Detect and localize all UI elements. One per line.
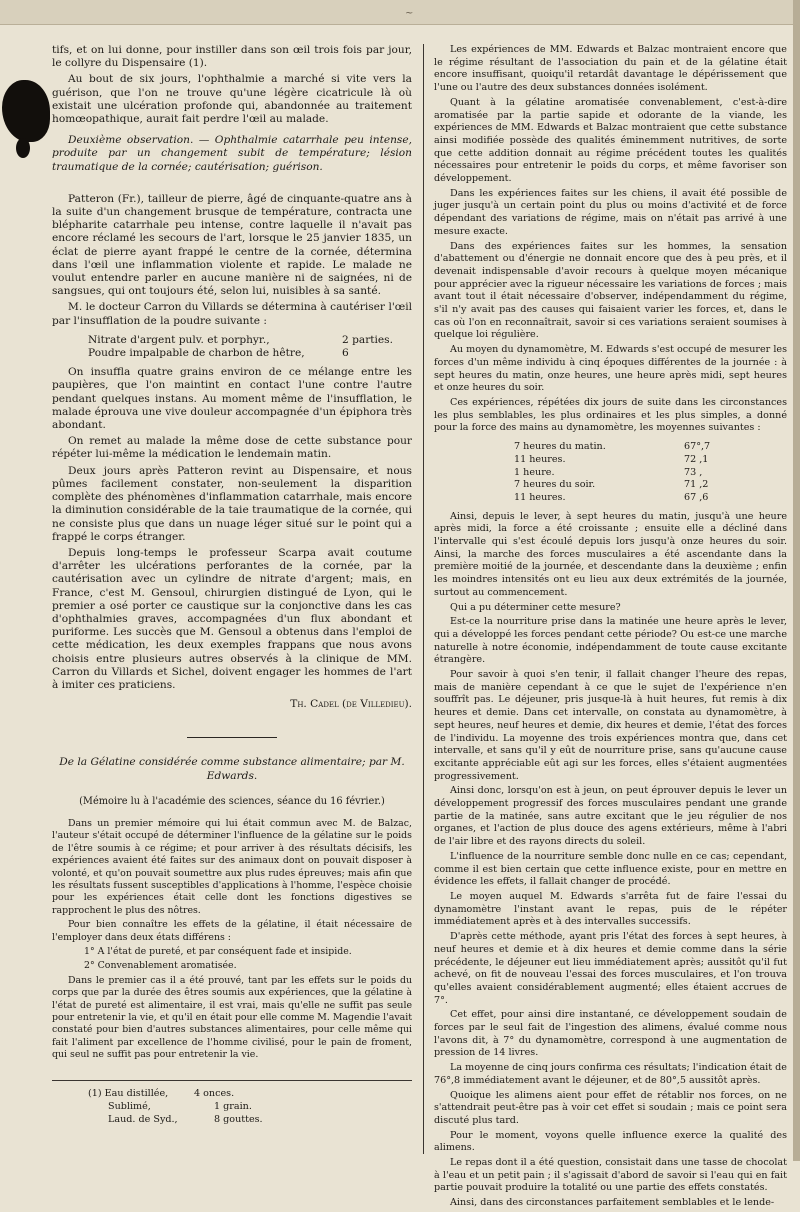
footnote-row (52, 1100, 412, 1113)
paragraph: Quant à la gélatine aromatisée convenablement, c'est-à-dire aromatisée par la partie sapide et odorante de la viande, les expériences de MM. Edwards et Balzac montraient que cette substance ainsi modifiée possède des qualités éminemment nutritives, de sorte que cette addition donnait au régime précédent toutes les qualités nécessaires pour entretenir le poids du corps, et même favoriser son développement. (434, 96, 787, 185)
reading-time: 11 heures. (514, 453, 566, 465)
paragraph: Ainsi donc, lorsqu'on est à jeun, on peut éprouver depuis le lever un développement progressif des forces musculaires pendant une grande partie de la matinée, sans autre excitant que le jeu régulier de nos organes, et l'action de plus douce des agens extérieurs, même à l'abri de l'air libre et des rayons directs du soleil. (434, 785, 787, 848)
page-right-edge (793, 0, 800, 1161)
formula-row (88, 347, 412, 360)
reading-row (514, 492, 787, 505)
paragraph: Deux jours après Patteron revint au Dispensaire, et nous pûmes facilement constater, non-seulement la disparition complète des phénomènes d'inflammation catarrhale, mais encore la diminution considérable de la taie traumatique de la cornée, qui ne consiste plus que dans un nuage léger situé sur le point qui a frappé le corps étranger. (52, 464, 412, 543)
list-item: 2° Convenablement aromatisée. (84, 960, 237, 972)
footnote-quantity: 8 gouttes. (214, 1114, 263, 1126)
paragraph: On insuffla quatre grains environ de ce mélange entre les paupières, que l'on maintint en contact l'une contre l'autre pendant quelques instans. Au moment même de l'insufflation, le malade éprouva une vive douleur accompagnée d'un épiphora très abondant. (52, 366, 412, 432)
author-signature: Th. Cadel (de Villedieu). (290, 698, 412, 711)
reading-row (514, 441, 787, 454)
article-title (52, 756, 412, 782)
paragraph: Pour savoir à quoi s'en tenir, il fallait changer l'heure des repas, mais de manière cependant à ce que le sujet de l'expérience n'en souffrît pas. Le déjeuner, pris jusque-là à huit heures, fut remis à dix heures et demie. Dans cet intervalle, on constata au dynamomètre, à sept heures, neuf heures et demie, dix heures et demie, l'état des forces de l'individu. La moyenne des trois expériences montra que, dans cet intervalle, et sans qu'il y eût de nourriture prise, sans qu'aucune cause excitante appréciable eût agi sur les forces, elles s'étaient augmentées progressivement. (434, 669, 787, 782)
paragraph: La moyenne de cinq jours confirma ces résultats; l'indication était de 76°,8 immédiatement avant le déjeuner, et de 80°,5 aussitôt après. (434, 1062, 787, 1086)
paragraph: Le moyen auquel M. Edwards s'arrêta fut de faire l'essai du dynamomètre l'instant avant le repas, puis de le répéter immédiatement après et à des intervalles successifs. (434, 891, 787, 928)
paragraph: Cet effet, pour ainsi dire instantané, ce développement soudain de forces par le seul fait de l'ingestion des alimens, évalué comme nous l'avons dit, à 7° du dynamomètre, correspond à une augmentation de pression de 14 livres. (434, 1009, 787, 1059)
right-column (434, 44, 787, 1212)
section-separator (187, 737, 277, 738)
formula-quantity: 6 (342, 347, 349, 360)
article-body (52, 818, 412, 1062)
reading-value: 67 ,6 (684, 491, 709, 503)
left-column (52, 44, 412, 1126)
paragraph: Dans un premier mémoire qui lui était commun avec M. de Balzac, l'auteur s'était occupé de déterminer l'influence de la gélatine sur le poids de l'être soumis à ce régime; et pour arriver à des résultats décisifs, les expériences avaient été faites sur des animaux dont on pouvait disposer à volonté, et qu'on pouvait soumettre aux plus rudes épreuves; mais afin que les résultats fussent susceptibles d'applications à l'homme, l'espèce choisie pour les expériences était celle dont les fonctions digestives se rapprochent le plus des nôtres. (52, 817, 412, 916)
paragraph: M. le docteur Carron du Villards se détermina à cautériser l'œil par l'insufflation de la poudre suivante : (52, 301, 412, 327)
reading-time: 7 heures du soir. (514, 479, 596, 491)
reading-row (514, 454, 787, 467)
reading-time: 11 heures. (514, 491, 566, 503)
newspaper-page (0, 24, 793, 1209)
footnote-row (52, 1087, 412, 1100)
reading-value: 72 ,1 (684, 453, 709, 465)
dynamometer-readings (514, 441, 787, 505)
paragraph: Ces expériences, répétées dix jours de suite dans les circonstances les plus semblables, les plus ordinaires et les plus simples, a donné pour la force des mains au dynamomètre, les moyennes suivantes : (434, 396, 787, 434)
paragraph: D'après cette méthode, ayant pris l'état des forces à sept heures, à neuf heures et demie et à dix heures et demie comme dans la série précédente, le déjeuner eut lieu immédiatement après; aussitôt qu'il fut achevé, on fit de nouveau l'essai des forces musculaires, et l'on trouva qu'elles avaient considérablement augmenté; elles étaient accrues de 7°. (434, 931, 787, 1006)
paragraph: Patteron (Fr.), tailleur de pierre, âgé de cinquante-quatre ans à la suite d'un changement brusque de température, contracta une blépharite catarrhale peu intense, contre laquelle il n'avait pas encore réclamé les secours de l'art, lorsque le 25 janvier 1835, un éclat de pierre ayant frappé le centre de la cornée, détermina dans l'œil une inflammation violente et rapide. Le malade ne voulut entendre parler en aucune manière ni de saignées, ni de sangsues, qui ont toujours été, selon lui, nuisibles à sa santé. (52, 192, 412, 298)
formula-row (88, 334, 412, 347)
footnote-ingredient: Sublimé, (108, 1100, 151, 1112)
reading-row (514, 479, 787, 492)
list-item: 1° A l'état de pureté, et par conséquent fade et insipide. (84, 946, 352, 958)
formula (88, 334, 412, 360)
reading-time: 1 heure. (514, 466, 555, 478)
footnote-ingredient: (1) Eau distillée, (88, 1087, 169, 1099)
column-rule (423, 44, 424, 1154)
article-memo: (Mémoire lu à l'académie des sciences, séance du 16 février.) (79, 795, 385, 807)
paragraph: Ainsi, dans des circonstances parfaitement semblables et le lende- (450, 1197, 775, 1209)
paragraph: Pour bien connaître les effets de la gélatine, il était nécessaire de l'employer dans deux états différens : (52, 919, 412, 943)
paragraph: L'influence de la nourriture semble donc nulle en ce cas; cependant, comme il est bien certain que cette influence existe, pour en mettre en évidence les effets, il fallait changer de procédé. (434, 850, 787, 888)
reading-value: 73 , (684, 466, 703, 478)
paragraph: Est-ce la nourriture prise dans la matinée une heure après le lever, qui a développé les forces pendant cette période? Ou est-ce une marche naturelle à notre économie, indépendamment de toute cause excitante étrangère. (434, 616, 787, 666)
formula-ingredient: Poudre impalpable de charbon de hêtre, (88, 347, 305, 360)
paragraph: Quoique les alimens aient pour effet de rétablir nos forces, on ne s'attendrait peut-être pas à voir cet effet si soudain ; mais ce point sera discuté plus tard. (434, 1089, 787, 1126)
footnote-quantity: 4 onces. (194, 1087, 235, 1099)
footnote-ingredient: Laud. de Syd., (108, 1114, 178, 1126)
reading-row (514, 467, 787, 480)
formula-quantity: 2 parties. (342, 333, 393, 346)
paragraph: On remet au malade la même dose de cette substance pour répéter lui-même la médication le lendemain matin. (52, 435, 412, 461)
reading-value: 71 ,2 (684, 479, 709, 491)
article-title-text: De la Gélatine considérée comme substance alimentaire; par M. Edwards. (59, 756, 405, 782)
paragraph: tifs, et on lui donne, pour instiller dans son œil trois fois par jour, le collyre du Dispensaire (1). (52, 44, 412, 70)
footnote-quantity: 1 grain. (214, 1100, 252, 1112)
paragraph: Le repas dont il a été question, consistait dans une tasse de chocolat à l'eau et un petit pain ; il s'agissait d'abord de savoir si l'eau qui en fait partie pouvait produire la totalité ou une partie des effets constatés. (434, 1157, 787, 1194)
paragraph: Depuis long-temps le professeur Scarpa avait coutume d'arrêter les ulcérations perforantes de la cornée, par la cautérisation avec un cylindre de nitrate d'argent; mais, en France, c'est M. Gensoul, chirurgien distingué de Lyon, qui le premier a osé porter ce caustique sur la conjonctive dans les cas d'ophthalmies graves, accompagnées d'un flux abondant et puriforme. Les succès que M. Gensoul a obtenus dans l'emploi de cette médication, les deux exemples frappans que nous avons choisis entre plusieurs autres observés à la clinique de MM. Carron du Villards et Sichel, doivent engager les hommes de l'art à imiter ces praticiens. (52, 546, 412, 691)
paragraph: Dans des expériences faites sur les hommes, la sensation d'abattement ou d'énergie ne donnait encore que des à peu près, et il devenait indispensable d'avoir recours à quelque moyen mécanique pour apprécier avec la rigueur nécessaire les variations de forces ; mais avant tout il était nécessaire d'observer, indépendamment du régime, s'il n'y avait pas des causes qui faisaient varier les forces, et, dans le cas où l'on en reconnaîtrait, savoir si ces variations seraient soumises à quelque loi régulière. (434, 240, 787, 341)
paragraph: Dans le premier cas il a été prouvé, tant par les effets sur le poids du corps que par la durée des êtres soumis aux expériences, que la gélatine à l'état de pureté est alimentaire, il est vrai, mais qu'elle ne suffit pas seule pour entretenir la vie, et qu'il en était pour elle comme M. Magendie l'avait constaté pour bien d'autres substances alimentaires, pour celle même qui fait l'aliment par excellence de l'homme civilisé, pour le pain de froment, qui seul ne suffit pas pour entretenir la vie. (52, 974, 412, 1061)
footnote (52, 1080, 412, 1127)
footnote-row (52, 1113, 412, 1126)
fold-mark: ~ (405, 8, 414, 19)
paragraph: Qui a pu déterminer cette mesure? (450, 601, 621, 613)
paragraph: Au bout de six jours, l'ophthalmie a marché si vite vers la guérison, que l'on ne trouve qu'une légère cicatricule là où existait une ulcération profonde qui, abandonnée au traitement homœopathique, aurait fait perdre l'œil au malade. (52, 73, 412, 126)
paragraph: Ainsi, depuis le lever, à sept heures du matin, jusqu'à une heure après midi, la force a été croissante ; ensuite elle a décliné dans l'intervalle qui s'est écoulé depuis lors jusqu'à onze heures du soir. Ainsi, la marche des forces musculaires a été ascendante dans la première moitié de la journée, et descendante dans la deuxième ; enfin les moindres intensités ont eu lieu aux deux extrémités de la journée, surtout au commencement. (434, 510, 787, 598)
observation-heading: Deuxième observation. — Ophthalmie catarrhale peu intense, produite par un changement subit de température; lésion traumatique de la cornée; cautérisation; guérison. (52, 134, 412, 173)
paragraph: Dans les expériences faites sur les chiens, il avait été possible de juger jusqu'à un certain point du plus ou moins d'activité et de force dépendant des variations de régime, mais on n'était pas arrivé à une mesure exacte. (434, 187, 787, 237)
paragraph: Les expériences de MM. Edwards et Balzac montraient encore que le régime résultant de l'association du pain et de la gélatine était encore insuffisant, quoiqu'il retardât davantage le dépérissement que l'une ou l'autre des deux substances données isolément. (434, 44, 787, 94)
paragraph: Au moyen du dynamomètre, M. Edwards s'est occupé de mesurer les forces d'un même individu à cinq époques différentes de la journée : à sept heures du matin, onze heures, une heure après midi, sept heures et onze heures du soir. (434, 344, 787, 394)
reading-value: 67°,7 (684, 441, 711, 453)
paragraph: Pour le moment, voyons quelle influence exerce la qualité des alimens. (434, 1129, 787, 1154)
reading-time: 7 heures du matin. (514, 441, 606, 453)
page-top-edge (0, 0, 800, 25)
formula-ingredient: Nitrate d'argent pulv. et porphyr., (88, 333, 270, 346)
